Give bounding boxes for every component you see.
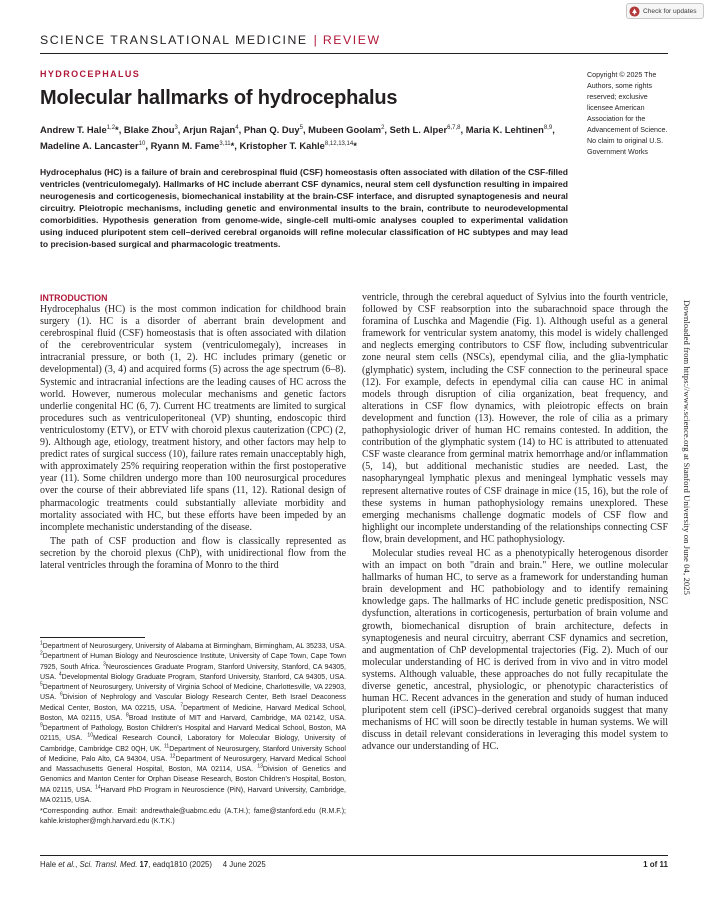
author-name: Phan Q. Duy$^5$: [243, 124, 303, 135]
download-watermark: Downloaded from https://www.science.org at Stanford University on June 04, 2025: [682, 300, 692, 596]
article-type: REVIEW: [322, 33, 381, 47]
right-column: [362, 292, 668, 754]
author-name: Ryann M. Fame$^{3,11}$*: [150, 140, 235, 151]
body-paragraph: ventricle, through the cerebral aqueduct of Sylvius into the fourth ventricle, followed by CSF reabsorption into the subarachnoid space through the foramina of Luschka and Magendie (Fig. 1). Although useful as a general framework for ventricular system anatomy, this model is widely challenged and neglects emerging contributors to CSF flow, including subventricular zone neural stem cells (NSCs), ependymal cilia, and the glia-lymphatic (glymphatic) system, including the CSF connection to the perineural space (12). For example, defects in ependymal cilia can cause HC in animal models through disruption of cilia organization, beat frequency, and alterations in CSF flow dynamics, with pleiotropic effects on brain development and function (13). However, the role of cilia as a primary pathophysiologic driver of human HC remains contested. In addition, the contribution of the glymphatic system (14) to HC is attributed to attenuated CSF waste clearance from germinal matrix hemorrhage and/or inflammation (5, 14), but additional mechanistic studies are needed. Last, the nasopharyngeal lymphatic plexus and meningeal lymphatic vessels may represent alternative routes of CSF drainage in mice (15, 16), but the role of these systems in human pathophysiology remains unexplored. These emerging mechanisms challenge dogmatic models of CSF flow and highlight our incomplete understanding of the relationships connecting CSF flow, brain development, and HC pathophysiology.: [362, 292, 668, 545]
journal-header: [40, 33, 381, 47]
footer-rule: [40, 855, 668, 856]
affiliations-footnotes: [40, 642, 346, 829]
header-rule: [40, 53, 668, 54]
body-paragraph: The path of CSF production and flow is classically represented as secretion by the choroid plexus (ChP), with unidirectional flow from the lateral ventricles through the foramina of Monro to the third: [40, 535, 346, 571]
author-name: Mubeen Goolam$^2$: [308, 124, 385, 135]
author-name: Kristopher T. Kahle$^{8,12,13,14}$*: [239, 140, 357, 151]
check-updates-icon: [629, 6, 640, 17]
journal-name: SCIENCE TRANSLATIONAL MEDICINE: [40, 33, 308, 47]
author-name: Madeline A. Lancaster$^{10}$: [40, 140, 146, 151]
left-column: [40, 292, 346, 572]
journal-separator: |: [313, 33, 317, 47]
footnote-rule: [40, 637, 145, 638]
copyright-notice: Copyright © 2025 The Authors, some rights reserved; exclusive licensee American Association for the Advancement of Science. No claim to original U.S. Government Works: [587, 71, 668, 156]
author-name: Seth L. Alper$^{6,7,8}$: [389, 124, 461, 135]
article-category: HYDROCEPHALUS: [40, 69, 141, 79]
author-name: Blake Zhou$^3$: [123, 124, 178, 135]
body-paragraph: Molecular studies reveal HC as a phenotypically heterogenous disorder with an impact on both "drain and brain." Here, we outline molecular hallmarks of human HC, to serve as a framework for understanding human brain development and HC pathobiology and to identify remaining knowledge gaps. The hallmarks of HC include genetic predisposition, NSC dysfunction, alterations in corticogenesis, perturbation of brain volume and growth, biomechanical disruption of brain architecture, defects in synaptogenesis and neural circuitry, aberrant CSF dynamics and secretion, and augmentation of ChP developmental trajectories (Fig. 2). Much of our molecular understanding of HC is derived from in vivo and in vitro model systems. Although valuable, these approaches do not fully recapitulate the diverse genetic, ancestral, physiologic, or phenotypic characteristics of human HC. Recent advances in the generation and study of human induced pluripotent stem cell (iPSC)–derived cerebral organoids suggest that many mechanisms of HC will soon be directly testable in human systems. We will discuss in detail relevant considerations in leveraging this model system to advance our understanding of HC.: [362, 547, 668, 753]
page-number: 1 of 11: [643, 860, 668, 869]
author-name: Andrew T. Hale$^{1,2}$*: [40, 124, 119, 135]
section-heading-introduction: INTRODUCTION: [40, 293, 108, 303]
footnote: $^1$Department of Neurosurgery, University of Alabama at Birmingham, Birmingham, AL 35233, USA. $^2$Department of Human Biology and Neuroscience Institute, University of Cape Town, Cape Town 7925, South Africa. $^3$Neurosciences Graduate Program, Stanford University, Stanford, CA 94305, USA. $^4$Developmental Biology Graduate Program, Stanford University, Stanford, CA 94305, USA. $^5$Department of Neurosurgery, University of Virginia School of Medicine, Charlottesville, VA 22903, USA. $^6$Division of Nephrology and Vascular Biology Research Center, Beth Israel Deaconess Medical Center, Boston, MA 02215, USA. $^7$Department of Medicine, Harvard Medical School, Boston, MA 02115, USA. $^8$Broad Institute of MIT and Harvard, Cambridge, MA 02142, USA. $^9$Department of Pathology, Boston Children's Hospital and Harvard Medical School, Boston, MA 02115, USA. $^{10}$Medical Research Council, Laboratory for Molecular Biology, University of Cambridge, Cambridge CB2 0QH, UK. $^{11}$Department of Neurosurgery, Stanford University School of Medicine, Palo Alto, CA 94304, USA. $^{12}$Department of Neurosurgery, Harvard Medical School and Massachusetts General Hospital, Boston, MA 02114, USA. $^{13}$Division of Genetics and Genomics and Manton Center for Orphan Disease Research, Boston Children's Hospital, Boston, MA 02115, USA. $^{14}$Harvard PhD Program in Neuroscience (PiN), Harvard University, Cambridge, MA 02115, USA.: [40, 640, 347, 804]
author-list: Andrew T. Hale$^{1,2}$*, Blake Zhou$^3$, Arjun Rajan$^4$, Phan Q. Duy$^5$, Mubeen Goolam$^2$, Seth L. Alper$^{6,7,8}$, Maria K. Lehtinen$^{8,9}$, Madeline A. Lancaster$^{10}$, Ryann M. Fame$^{3,11}$*, Kristopher T. Kahle$^{8,12,13,14}$*: [40, 124, 555, 151]
abstract: Hydrocephalus (HC) is a failure of brain and cerebrospinal fluid (CSF) homeostasis often associated with dilation of the CSF-filled ventricles (ventriculomegaly). Hallmarks of HC include aberrant CSF dynamics, neural stem cell dysfunction resulting in impaired neurogenesis and corticogenesis, biomechanical instability at the brain-CSF interface, and disrupted synaptogenesis and neural circuitry. Pleiotropic mechanisms, including genetic and environmental insults to the brain, contribute to neurodevelopmental comorbidities. Hypothesis generation from genome-wide, single-cell multi-omic analyses coupled to experimental validation using induced pluripotent stem cell–derived cerebral organoids will refine molecular classification of HC subtypes and may lead to precision-based surgical and pharmacologic treatments.: [40, 167, 568, 250]
footnote: *Corresponding author. Email: andrewthale@uabmc.edu (A.T.H.); fame@stanford.edu (R.M.F.); kahle.kristopher@mgh.harvard.edu (K.T.K.): [40, 808, 346, 826]
author-name: Maria K. Lehtinen$^{8,9}$: [465, 124, 553, 135]
article-title: Molecular hallmarks of hydrocephalus: [40, 87, 398, 109]
body-paragraph: Hydrocephalus (HC) is the most common indication for childhood brain surgery (1). HC is a disorder of aberrant brain development and cerebrospinal fluid (CSF) homeostasis that is often associated with dilation of the cerebroventricular system (ventriculomegaly), increases in intracranial pressure, or both (1, 2). HC includes primary (genetic or developmental) (3, 4) and acquired forms (5) across the age spectrum (6–8). Systemic and intracranial infections are the leading causes of HC across the world. However, numerous molecular mechanisms and genetic factors underlie congenital HC (6, 7). Current HC treatments are limited to surgical procedures such as ventriculoperitoneal (VP) shunting, endoscopic third ventriculostomy (ETV), or ETV with choroid plexus cauterization (CPC) (2, 9). Although age, etiology, treatment history, and other factors may help to predict rates of surgical success (10), failure rates remain unacceptably high, with approximately 25% requiring reoperation within the first postoperative year (11). Some children undergo more than 100 neurosurgical procedures over the course of their abbreviated life spans (11, 12). Rational design of pharmacologic treatments could substantially alleviate morbidity and mortality associated with HC, but these efforts have been impeded by an incomplete mechanistic understanding of the disease.: [40, 304, 346, 533]
author-name: Arjun Rajan$^4$: [182, 124, 239, 135]
footer-citation: Hale et al., Sci. Transl. Med. 17, eadq1810 (2025) 4 June 2025: [40, 860, 266, 869]
check-for-updates-button[interactable]: [626, 3, 704, 19]
check-updates-label: Check for updates: [643, 7, 697, 15]
